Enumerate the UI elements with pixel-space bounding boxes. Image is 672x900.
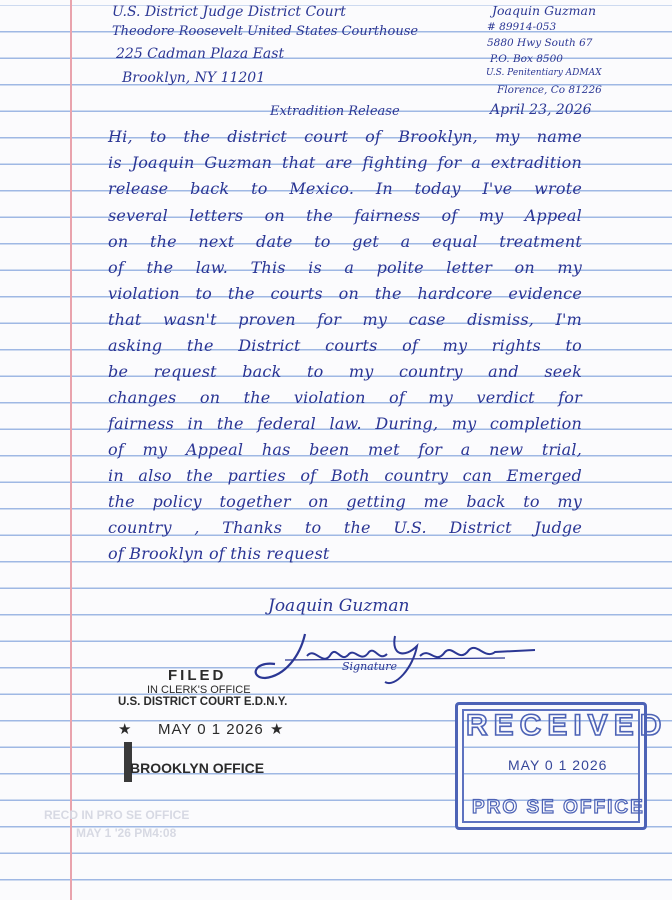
- received-stamp-office: PRO SE OFFICE: [472, 797, 645, 818]
- sender-institution: U.S. Penitentiary ADMAX: [486, 68, 602, 78]
- body-line: several letters on the fairness of my Appeal: [108, 206, 582, 225]
- sender-city: Florence, Co 81226: [497, 84, 602, 96]
- star-icon: ★: [270, 721, 284, 738]
- body-line: be request back to my country and seek: [108, 362, 582, 381]
- closing-name: Joaquin Guzman: [268, 596, 410, 616]
- body-line: in also the parties of Both country can Emerged: [108, 466, 582, 485]
- filed-stamp-line1: IN CLERK'S OFFICE: [147, 684, 251, 696]
- filed-stamp-line2: U.S. DISTRICT COURT E.D.N.Y.: [118, 696, 288, 708]
- received-stamp-date: MAY 0 1 2026: [508, 757, 608, 773]
- subject-line: Extradition Release: [270, 104, 400, 119]
- filed-stamp-office: BROOKLYN OFFICE: [130, 760, 265, 776]
- sender-po-box: P.O. Box 8500: [490, 53, 563, 65]
- filed-stamp-title: FILED: [168, 667, 227, 684]
- received-stamp-title: RECEIVED: [466, 709, 668, 742]
- body-line: is Joaquin Guzman that are fighting for a extradition: [108, 153, 582, 172]
- court-address-line3: 225 Cadman Plaza East: [116, 46, 285, 62]
- body-line: the policy together on getting me back to my: [108, 492, 582, 511]
- body-line: of the law. This is a polite letter on my: [108, 258, 582, 277]
- body-line: violation to the courts on the hardcore evidence: [108, 284, 582, 303]
- body-line: that wasn't proven for my case dismiss, I'm: [108, 310, 582, 329]
- sender-street: 5880 Hwy South 67: [487, 37, 593, 49]
- signature: [245, 616, 545, 696]
- body-line: changes on the violation of my verdict for: [108, 388, 582, 407]
- faint-stamp-line1: RECD IN PRO SE OFFICE: [44, 808, 190, 822]
- received-stamp: [455, 702, 668, 830]
- body-line: release back to Mexico. In today I've wrote: [108, 179, 582, 198]
- court-address-line2: Theodore Roosevelt United States Courthouse: [112, 24, 419, 39]
- signature-scrawl-icon: [245, 616, 545, 696]
- body-line: Hi, to the district court of Brooklyn, my name: [108, 127, 582, 146]
- body-line: of Brooklyn of this request: [108, 544, 330, 563]
- body-line: on the next date to get a equal treatment: [108, 232, 582, 251]
- body-line: of my Appeal has been met for a new trial,: [108, 440, 582, 459]
- star-icon: ★: [118, 721, 132, 738]
- margin-rule: [70, 0, 72, 900]
- letter-date: April 23, 2026: [490, 102, 592, 118]
- body-line: fairness in the federal law. During, my completion: [108, 414, 582, 433]
- filed-stamp-date: MAY 0 1 2026: [158, 721, 264, 738]
- body-line: country , Thanks to the U.S. District Judge: [108, 518, 582, 537]
- court-address-line4: Brooklyn, NY 11201: [122, 70, 266, 86]
- faint-stamp-line2: MAY 1 '26 PM4:08: [76, 826, 177, 840]
- signature-caption: Signature: [342, 660, 398, 673]
- court-address-line1: U.S. District Judge District Court: [112, 4, 346, 20]
- sender-number: # 89914-053: [487, 21, 557, 33]
- sender-name: Joaquin Guzman: [492, 3, 597, 18]
- body-line: asking the District courts of my rights to: [108, 336, 582, 355]
